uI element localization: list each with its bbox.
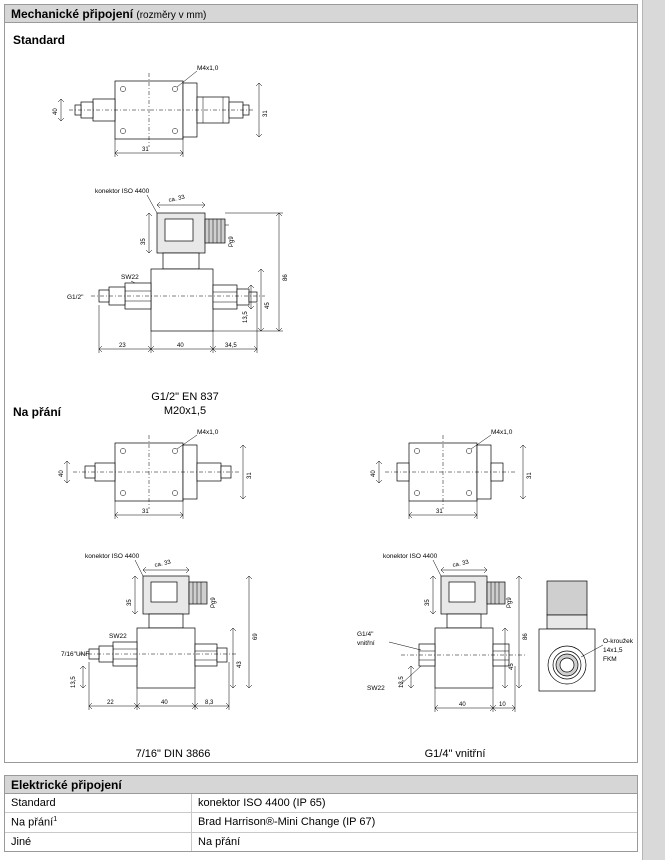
drawing-option2-oring-view (525, 573, 645, 733)
dim-69-option1: 69 (253, 633, 259, 640)
dim-23-standard: 23 (119, 343, 126, 349)
caption-option1: 7/16" DIN 3866 (135, 748, 211, 760)
dim-22-option1: 22 (107, 700, 114, 706)
table-row (5, 832, 637, 851)
row-value: Brad Harrison®-Mini Change (IP 67) (192, 813, 638, 833)
label-g14-line1-option2: G1/4" (357, 631, 374, 638)
section-title-electrical: Elektrické připojení (11, 778, 122, 792)
dim-40b-option2: 40 (459, 702, 466, 708)
row-value: konektor ISO 4400 (IP 65) (198, 797, 326, 809)
label-g12-standard: G1/2" (67, 294, 84, 301)
group-title-standard: Standard (13, 33, 66, 47)
electrical-table-panel (4, 794, 638, 852)
drawing-option1-front-view (43, 548, 293, 738)
drawing-option2-top-view (341, 423, 571, 528)
caption-standard-line1: G1/2" EN 837 (151, 391, 219, 403)
label-pg9-option2: Pg9 (507, 597, 513, 608)
row-footnote-marker: 1 (53, 816, 58, 823)
section-title-mechanical: Mechanické připojení (11, 7, 134, 21)
label-oring-line1: O-kroužek (603, 638, 633, 645)
mechanical-drawings-panel (4, 23, 638, 763)
label-connector-standard: konektor ISO 4400 (95, 188, 150, 195)
dim-35-option2: 35 (425, 599, 431, 606)
label-pg9-standard: Pg9 (229, 236, 235, 247)
section-header-electrical (4, 775, 638, 794)
group-title-on-request: Na přání (13, 405, 62, 419)
dim-135-option2: 13,5 (399, 676, 405, 688)
row-label: Standard (5, 794, 192, 813)
row-label (5, 813, 192, 833)
label-sw22-option2: SW22 (367, 685, 385, 692)
table-row (5, 794, 637, 813)
table-row (5, 813, 637, 833)
dim-31b-option2-top: 31 (436, 509, 443, 515)
dim-345-standard: 34,5 (225, 343, 237, 349)
page-right-gutter (642, 0, 665, 860)
section-subtitle-mechanical: (rozměry v mm) (136, 10, 207, 21)
dim-31-option1-top: 31 (247, 472, 253, 479)
dim-10-option2: 10 (499, 702, 506, 708)
dim-135-standard: 13,5 (243, 311, 249, 323)
row-label-text: Na přání (11, 816, 54, 829)
dim-dia33-option1: ca. 33 (154, 559, 172, 569)
caption-option2: G1/4" vnitřní (424, 748, 486, 760)
page-content (4, 4, 638, 852)
drawing-standard-top-view (27, 53, 287, 163)
label-m4-option2: M4x1,0 (491, 429, 513, 436)
label-oring-line2: 14x1,5 (603, 647, 623, 654)
label-sw22-standard: SW22 (121, 274, 139, 281)
dim-40-option2-top: 40 (371, 470, 377, 477)
label-m4-standard-top: M4x1,0 (197, 65, 219, 72)
electrical-connection-table (5, 794, 637, 851)
dim-40-option1-top: 40 (59, 470, 65, 477)
label-m4-option1: M4x1,0 (197, 429, 219, 436)
dim-135-option1: 13,5 (71, 676, 77, 688)
label-716unf-option1: 7/16"UNF (61, 651, 90, 658)
dim-31b-standard-top: 31 (142, 147, 149, 153)
label-connector-option1: konektor ISO 4400 (85, 553, 140, 560)
row-value: Na přání (192, 832, 638, 851)
caption-standard-line2: M20x1,5 (163, 405, 207, 417)
dim-35-option1: 35 (127, 599, 133, 606)
section-header-mechanical (4, 4, 638, 23)
dim-40-standard-top: 40 (53, 108, 59, 115)
label-sw22-option1: SW22 (109, 633, 127, 640)
drawing-option1-top-view (27, 423, 287, 528)
label-g14-line2-option2: vnitřní (357, 640, 375, 647)
drawing-option2-front-view (341, 548, 541, 738)
dim-45-option2: 45 (509, 663, 515, 670)
dim-86-standard: 86 (283, 274, 289, 281)
dim-31-standard-top: 31 (263, 110, 269, 117)
dim-45-standard: 45 (265, 302, 271, 309)
dim-31b-option1-top: 31 (142, 509, 149, 515)
dim-43-option1: 43 (237, 661, 243, 668)
dim-31-option2-top: 31 (527, 472, 533, 479)
dim-35-standard: 35 (141, 238, 147, 245)
label-connector-option2: konektor ISO 4400 (383, 553, 438, 560)
dim-dia33-option2: ca. 33 (452, 559, 470, 569)
dim-83-option1: 8,3 (205, 700, 214, 706)
dim-86-option2: 86 (523, 633, 529, 640)
dim-40b-option1: 40 (161, 700, 168, 706)
drawing-standard-front-view (65, 183, 325, 383)
label-oring-line3: FKM (603, 656, 617, 663)
dim-dia33-standard: ca. 33 (168, 194, 186, 204)
dim-40b-standard: 40 (177, 343, 184, 349)
row-label: Jiné (5, 832, 192, 851)
label-pg9-option1: Pg9 (211, 597, 217, 608)
